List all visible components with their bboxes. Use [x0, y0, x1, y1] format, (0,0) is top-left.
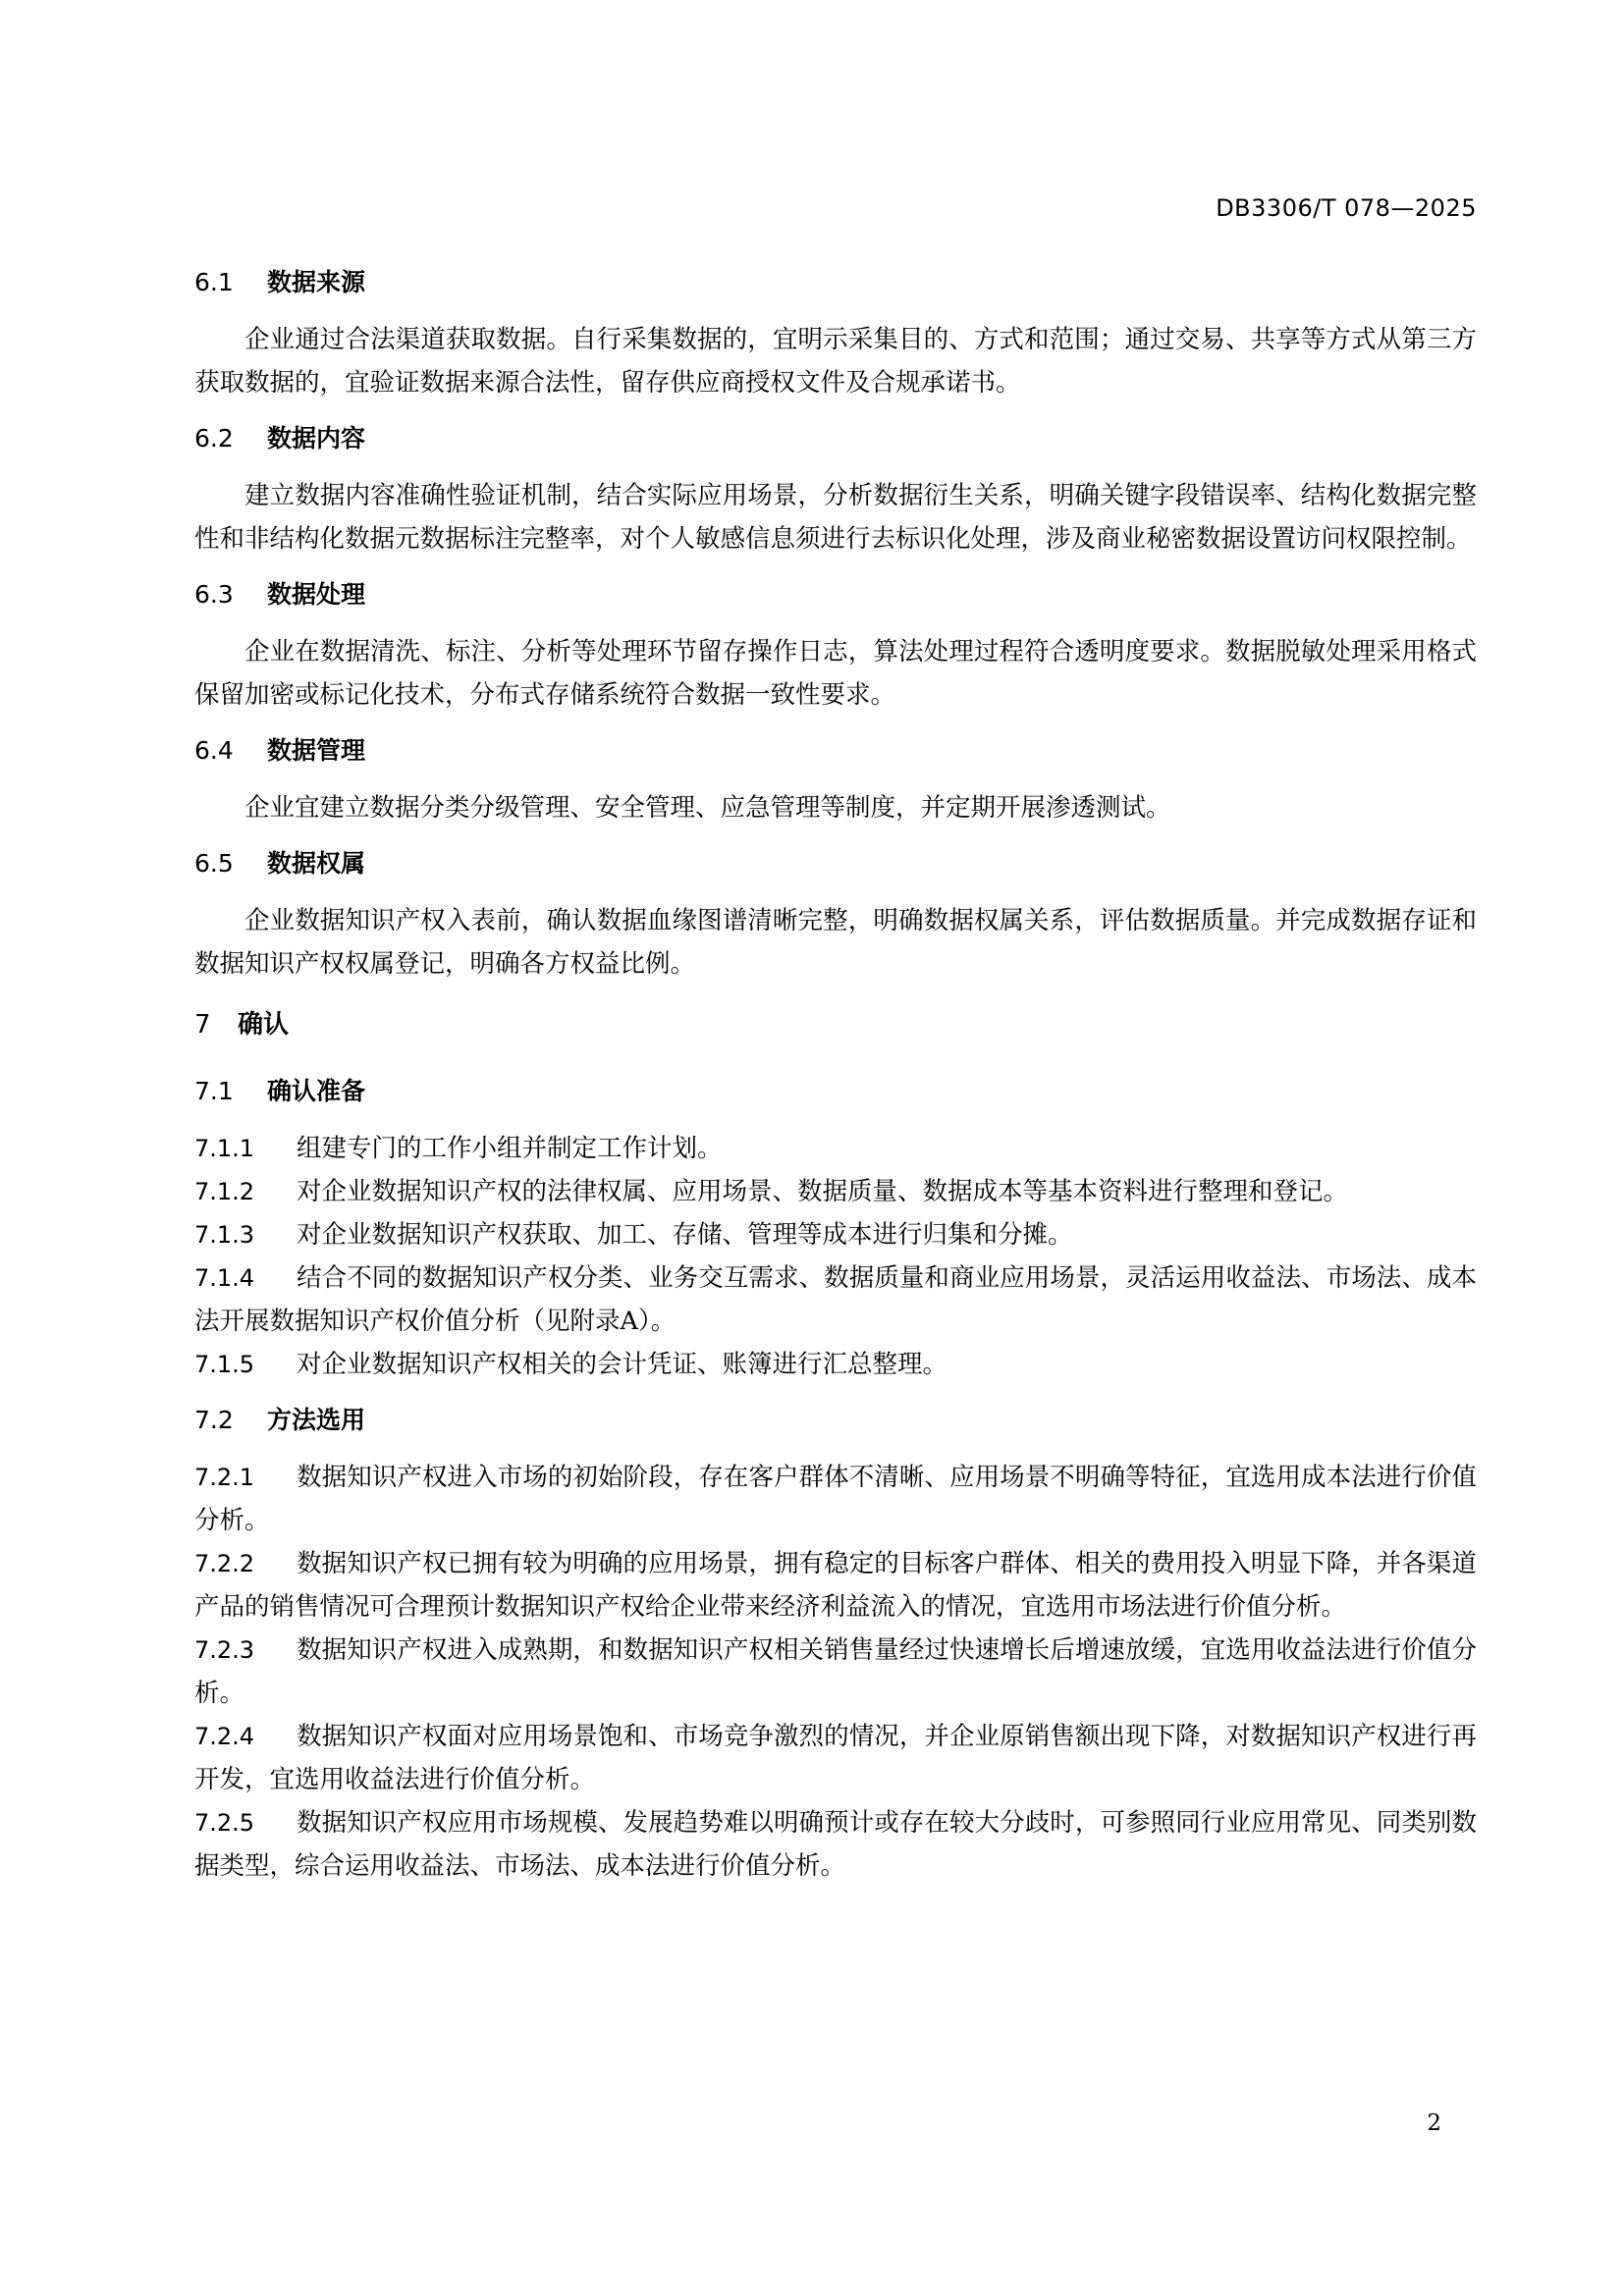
chapter-heading-7 [194, 1005, 1477, 1044]
section-paragraph-6-1: 企业通过合法渠道获取数据。自行采集数据的，宜明示采集目的、方式和范围；通过交易、共享等方式从第三方获取数据的，宜验证数据来源合法性，留存供应商授权文件及合规承诺书。 [194, 325, 1477, 398]
section-heading-6-4 [194, 733, 1477, 769]
section-number: 7.2 [194, 1406, 234, 1434]
clause-text: 数据知识产权面对应用场景饱和、市场竞争激烈的情况，并企业原销售额出现下降，对数据知识产权进行再开发，宜选用收益法进行价值分析。 [194, 1722, 1477, 1794]
clause-number: 7.2.1 [194, 1464, 255, 1491]
clause-text: 结合不同的数据知识产权分类、业务交互需求、数据质量和商业应用场景，灵活运用收益法、市场法、成本法开展数据知识产权价值分析（见附录A）。 [194, 1263, 1477, 1336]
section-paragraph-6-3: 企业在数据清洗、标注、分析等处理环节留存操作日志，算法处理过程符合透明度要求。数据脱敏处理采用格式保留加密或标记化技术，分布式存储系统符合数据一致性要求。 [194, 637, 1477, 710]
section-heading-7-1 [194, 1074, 1477, 1109]
section-paragraph-6-2: 建立数据内容准确性验证机制，结合实际应用场景，分析数据衍生关系，明确关键字段错误率、结构化数据完整性和非结构化数据元数据标注完整率，对个人敏感信息须进行去标识化处理，涉及商业秘密数据设置访问权限控制。 [194, 481, 1477, 554]
clause-item [194, 1170, 1477, 1213]
section-number: 6.4 [194, 736, 234, 765]
clause-item [194, 1715, 1477, 1801]
clause-text: 数据知识产权进入成熟期，和数据知识产权相关销售量经过快速增长后增速放缓，宜选用收益法进行价值分析。 [194, 1635, 1477, 1708]
clause-list-7-2 [194, 1456, 1477, 1888]
section-heading-6-5 [194, 846, 1477, 881]
section-title: 方法选用 [267, 1406, 366, 1434]
clause-number: 7.1.3 [194, 1221, 255, 1249]
section-title: 数据内容 [267, 424, 366, 453]
clause-number: 7.1.2 [194, 1178, 255, 1205]
section-heading-6-2 [194, 421, 1477, 456]
section-heading-7-2 [194, 1403, 1477, 1438]
clause-text: 对企业数据知识产权获取、加工、存储、管理等成本进行归集和分摊。 [297, 1220, 1073, 1250]
clause-text: 组建专门的工作小组并制定工作计划。 [297, 1134, 723, 1163]
section-title: 数据管理 [267, 736, 366, 765]
clause-text: 对企业数据知识产权相关的会计凭证、账簿进行汇总整理。 [297, 1350, 948, 1379]
clause-number: 7.2.5 [194, 1809, 255, 1837]
clause-number: 7.1.1 [194, 1135, 255, 1162]
clause-item [194, 1127, 1477, 1170]
page-number: 2 [1427, 2110, 1441, 2136]
clause-number: 7.2.2 [194, 1550, 255, 1577]
clause-item [194, 1213, 1477, 1256]
clause-item [194, 1629, 1477, 1715]
section-title: 数据权属 [267, 849, 366, 878]
section-title: 确认准备 [267, 1077, 366, 1105]
clause-text: 数据知识产权进入市场的初始阶段，存在客户群体不清晰、应用场景不明确等特征，宜选用成本法进行价值分析。 [194, 1463, 1477, 1535]
clause-text: 对企业数据知识产权的法律权属、应用场景、数据质量、数据成本等基本资料进行整理和登记。 [297, 1177, 1349, 1206]
section-number: 6.1 [194, 268, 234, 296]
section-paragraph-6-4: 企业宜建立数据分类分级管理、安全管理、应急管理等制度，并定期开展渗透测试。 [244, 793, 1171, 823]
clause-number: 7.2.3 [194, 1636, 255, 1664]
section-number: 6.3 [194, 580, 234, 609]
section-heading-6-3 [194, 577, 1477, 613]
clause-text: 数据知识产权已拥有较为明确的应用场景，拥有稳定的目标客户群体、相关的费用投入明显下降，并各渠道产品的销售情况可合理预计数据知识产权给企业带来经济利益流入的情况，宜选用市场法进行价值分析。 [194, 1549, 1477, 1622]
document-code: DB3306/T 078—2025 [1216, 194, 1477, 222]
section-title: 数据来源 [267, 268, 366, 296]
clause-item [194, 1256, 1477, 1343]
clause-number: 7.2.4 [194, 1723, 255, 1750]
section-title: 数据处理 [267, 580, 366, 609]
clause-number: 7.1.5 [194, 1351, 255, 1378]
chapter-title: 确认 [238, 1010, 290, 1040]
clause-item [194, 1801, 1477, 1888]
section-number: 7.1 [194, 1077, 234, 1105]
clause-item [194, 1456, 1477, 1542]
chapter-number: 7 [194, 1010, 211, 1040]
page-body [194, 265, 1477, 1904]
section-number: 6.5 [194, 849, 234, 878]
section-paragraph-6-5: 企业数据知识产权入表前，确认数据血缘图谱清晰完整，明确数据权属关系，评估数据质量。并完成数据存证和数据知识产权权属登记，明确各方权益比例。 [194, 906, 1477, 979]
clause-text: 数据知识产权应用市场规模、发展趋势难以明确预计或存在较大分歧时，可参照同行业应用常见、同类别数据类型，综合运用收益法、市场法、成本法进行价值分析。 [194, 1808, 1477, 1881]
clause-number: 7.1.4 [194, 1264, 255, 1292]
clause-list-7-1 [194, 1127, 1477, 1386]
clause-item [194, 1343, 1477, 1386]
section-number: 6.2 [194, 424, 234, 453]
clause-item [194, 1542, 1477, 1629]
section-heading-6-1 [194, 265, 1477, 300]
